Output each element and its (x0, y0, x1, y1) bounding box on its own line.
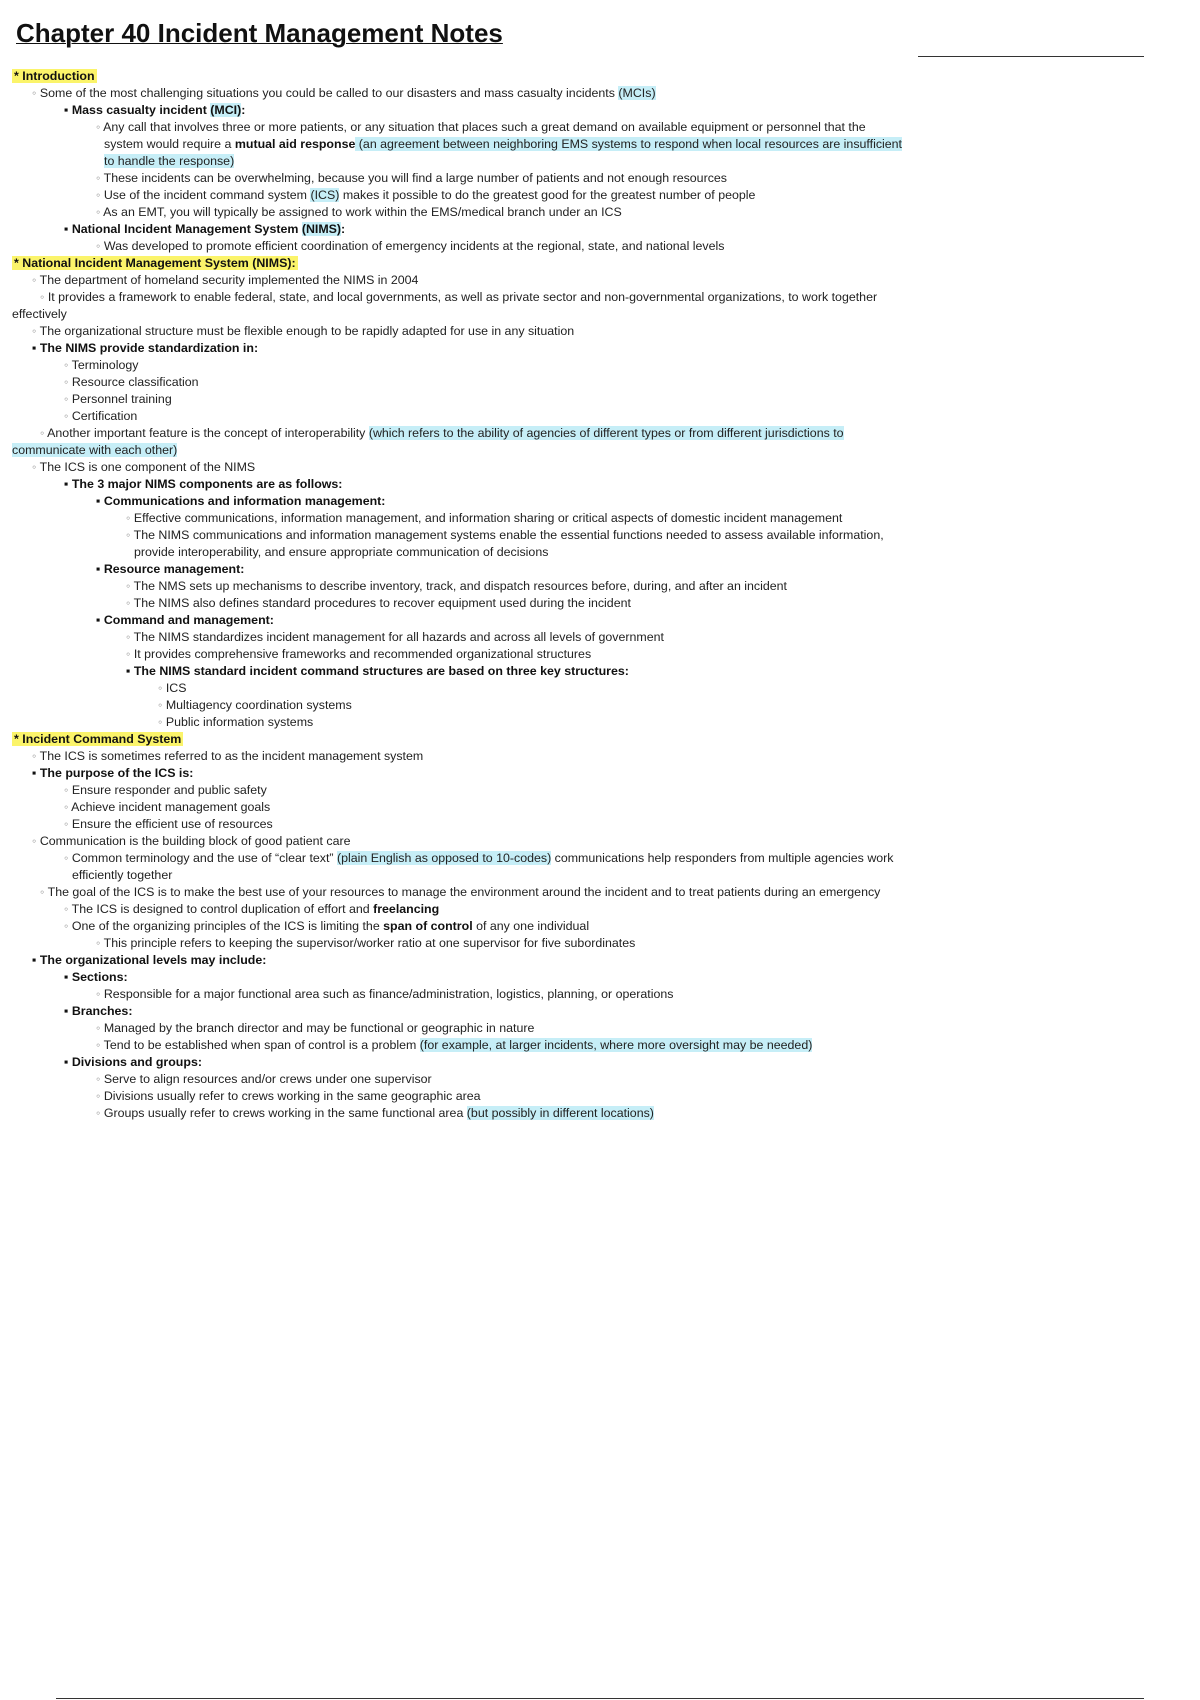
section-heading-nims: * National Incident Management System (NIMS): (14, 256, 296, 270)
subheading-sections: ▪ Sections: (64, 970, 128, 984)
list-item: ◦ Ensure responder and public safety (64, 783, 267, 797)
subheading-command-management: ▪ Command and management: (96, 613, 274, 627)
list-item: ◦ Terminology (64, 358, 139, 372)
bullet: ◦ The NIMS communications and information management systems enable the essential functions needed to assess available information, provide interoperability, and ensure appropriate communication of decisions (126, 528, 884, 559)
bullet: ◦ The department of homeland security implemented the NIMS in 2004 (32, 273, 419, 287)
bullet: ◦ Serve to align resources and/or crews under one supervisor (96, 1072, 432, 1086)
subheading-major-components: ▪ The 3 major NIMS components are as follows: (64, 477, 343, 491)
bullet: ◦ Communication is the building block of good patient care (32, 834, 351, 848)
subheading-purpose: ▪ The purpose of the ICS is: (32, 766, 194, 780)
highlight: (which refers to the ability of agencies of different types or from different jurisdictions to communicate with each other) (12, 426, 844, 457)
subheading-mci: ▪ Mass casualty incident (MCI): (64, 103, 246, 117)
list-item: ◦ Resource classification (64, 375, 199, 389)
bullet: ◦ It provides comprehensive frameworks and recommended organizational structures (126, 647, 592, 661)
page-title: Chapter 40 Incident Management Notes (16, 18, 503, 48)
bullet: ◦ The NIMS standardizes incident management for all hazards and across all levels of government (126, 630, 664, 644)
subheading-nims: ▪ National Incident Management System (NIMS): (64, 222, 346, 236)
bullet: ◦ One of the organizing principles of the ICS is limiting the span of control of any one individual (64, 919, 590, 933)
list-item: ◦ Ensure the efficient use of resources (64, 817, 273, 831)
top-rule (918, 56, 1144, 57)
list-item: ◦ Multiagency coordination systems (158, 698, 352, 712)
list-item: ◦ Public information systems (158, 715, 314, 729)
bullet: ◦ The ICS is one component of the NIMS (32, 460, 256, 474)
subheading-communications: ▪ Communications and information management: (96, 494, 386, 508)
bullet: ◦ As an EMT, you will typically be assigned to work within the EMS/medical branch under an ICS (96, 205, 622, 219)
bullet: ◦ The ICS is designed to control duplication of effort and freelancing (64, 902, 440, 916)
bottom-rule (56, 1698, 1144, 1699)
subheading-key-structures: ▪ The NIMS standard incident command structures are based on three key structures: (126, 664, 629, 678)
highlight: (for example, at larger incidents, where more oversight may be needed) (419, 1038, 813, 1052)
bullet: ◦ Managed by the branch director and may be functional or geographic in nature (96, 1021, 535, 1035)
list-item: ◦ Achieve incident management goals (64, 800, 271, 814)
bullet: ◦ Effective communications, information management, and information sharing or critical aspects of domestic incident management (126, 511, 843, 525)
bullet: ◦ Any call that involves three or more patients, or any situation that places such a great demand on available equipment or personnel that the system would require a mutual aid response (an agreement between neighboring EMS systems to respond when local resources are insufficient to handle the response) (96, 120, 902, 168)
bullet: ◦ Common terminology and the use of “clear text” (plain English as opposed to 10-codes) communications help responders from multiple agencies work efficiently together (64, 851, 894, 882)
subheading-resource-management: ▪ Resource management: (96, 562, 245, 576)
bullet: ◦ Groups usually refer to crews working in the same functional area (but possibly in different locations) (96, 1106, 654, 1120)
bullet: ◦ Another important feature is the concept of interoperability (which refers to the ability of agencies of different types or from different jurisdictions to communicate with each other) (12, 426, 844, 457)
highlight: (plain English as opposed to 10-codes) (336, 851, 552, 865)
bullet: ◦ Was developed to promote efficient coordination of emergency incidents at the regional, state, and national levels (96, 239, 725, 253)
bullet: ◦ The goal of the ICS is to make the best use of your resources to manage the environment around the incident and to treat patients during an emergency (40, 885, 881, 899)
list-item: ◦ Certification (64, 409, 138, 423)
bullet: ◦ Tend to be established when span of control is a problem (for example, at larger incidents, where more oversight may be needed) (96, 1038, 813, 1052)
bullet: ◦ Divisions usually refer to crews working in the same geographic area (96, 1089, 481, 1103)
bullet: ◦ The NMS sets up mechanisms to describe inventory, track, and dispatch resources before, during, and after an incident (126, 579, 787, 593)
bullet: ◦ Responsible for a major functional area such as finance/administration, logistics, planning, or operations (96, 987, 674, 1001)
bullet: ◦ Use of the incident command system (ICS) makes it possible to do the greatest good for the greatest number of people (96, 188, 756, 202)
bullet: ◦ It provides a framework to enable federal, state, and local governments, as well as private sector and non-governmental organizations, to work together effectively (12, 290, 878, 321)
highlight: (an agreement between neighboring EMS systems to respond when local resources are insufficient to handle the response) (104, 137, 902, 168)
list-item: ◦ ICS (158, 681, 187, 695)
bullet: ◦ This principle refers to keeping the supervisor/worker ratio at one supervisor for five subordinates (96, 936, 636, 950)
subheading-org-levels: ▪ The organizational levels may include: (32, 953, 267, 967)
bullet: ◦ Some of the most challenging situations you could be called to our disasters and mass casualty incidents (MCIs) (32, 86, 656, 100)
bullet: ◦ These incidents can be overwhelming, because you will find a large number of patients and not enough resources (96, 171, 727, 185)
highlight: (MCIs) (618, 86, 656, 100)
subheading-divisions-groups: ▪ Divisions and groups: (64, 1055, 202, 1069)
section-heading-ics: * Incident Command System (14, 732, 182, 746)
subheading-branches: ▪ Branches: (64, 1004, 133, 1018)
highlight: (but possibly in different locations) (466, 1106, 654, 1120)
bullet: ◦ The ICS is sometimes referred to as the incident management system (32, 749, 424, 763)
section-heading-introduction: * Introduction (14, 69, 95, 83)
bullet: ◦ The organizational structure must be flexible enough to be rapidly adapted for use in any situation (32, 324, 575, 338)
bullet: ◦ The NIMS also defines standard procedures to recover equipment used during the incident (126, 596, 631, 610)
list-item: ◦ Personnel training (64, 392, 172, 406)
subheading-standardization: ▪ The NIMS provide standardization in: (32, 341, 259, 355)
notes-body (12, 68, 902, 1122)
